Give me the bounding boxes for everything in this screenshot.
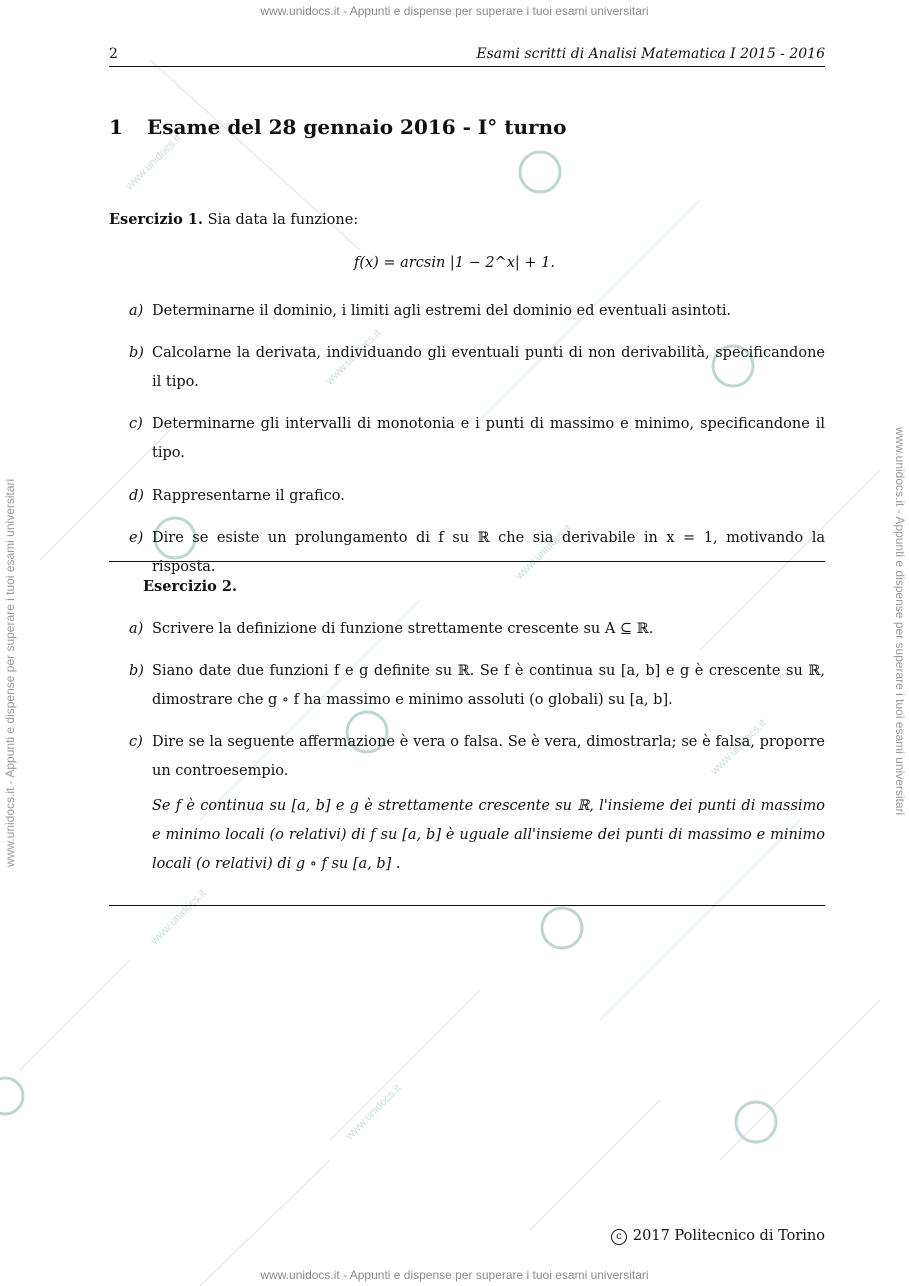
- item-label: a): [129, 621, 144, 637]
- exercise2-item-c: [109, 728, 825, 786]
- page-number: 2: [109, 46, 118, 62]
- footer: [611, 1228, 825, 1245]
- exercise1-item-c: [109, 410, 825, 468]
- watermark-top: www.unidocs.it - Appunti e dispense per superare i tuoi esami universitari: [260, 4, 649, 18]
- exercise1-item-a: [109, 297, 825, 326]
- exercise1-intro: [109, 205, 358, 235]
- footer-text: 2017 Politecnico di Torino: [632, 1228, 825, 1244]
- exercise1-intro-text: Sia data la funzione:: [207, 212, 359, 228]
- svg-text:www.unidocs.it: www.unidocs.it: [148, 887, 209, 948]
- svg-text:www.unidocs.it: www.unidocs.it: [343, 1082, 404, 1143]
- watermark-right: www.unidocs.it - Appunti e dispense per superare i tuoi esami universitari: [893, 427, 907, 816]
- svg-text:www.unidocs.it: www.unidocs.it: [323, 327, 384, 388]
- item-label: b): [129, 663, 144, 679]
- item-text: Scrivere la definizione di funzione strettamente crescente su A ⊆ ℝ.: [152, 621, 654, 637]
- item-text: Determinarne gli intervalli di monotonia e i punti di massimo e minimo, specificandone il tipo.: [152, 416, 825, 461]
- item-label: c): [129, 416, 143, 432]
- item-text: Dire se la seguente affermazione è vera o falsa. Se è vera, dimostrarla; se è falsa, proporre un controesempio.: [152, 734, 825, 779]
- item-label: a): [129, 303, 144, 319]
- section-title: [109, 115, 566, 139]
- watermark-left: www.unidocs.it - Appunti e dispense per superare i tuoi esami universitari: [3, 478, 17, 867]
- item-text: Rappresentarne il grafico.: [152, 488, 345, 504]
- exercise1-formula: f(x) = arcsin |1 − 2^x| + 1.: [353, 255, 556, 271]
- running-title: Esami scritti di Analisi Matematica I 2015 - 2016: [476, 46, 825, 62]
- item-text: Calcolarne la derivata, individuando gli eventuali punti di non derivabilità, specificandone il tipo.: [152, 345, 825, 390]
- exercise2-item-a: [109, 615, 825, 644]
- exercise1-item-b: [109, 339, 825, 397]
- item-text: Siano date due funzioni f e g definite su ℝ. Se f è continua su [a, b] e g è crescente su ℝ, dimostrare che g ∘ f ha massimo e minimo assoluti (o globali) su [a, b].: [152, 663, 825, 708]
- item-label: c): [129, 734, 143, 750]
- item-label: b): [129, 345, 144, 361]
- section-number: 1: [109, 115, 123, 139]
- exercise1-item-d: [109, 482, 825, 511]
- exercise2-item-b: [109, 657, 825, 715]
- svg-text:www.unidocs.it: www.unidocs.it: [123, 132, 184, 193]
- watermark-bottom: www.unidocs.it - Appunti e dispense per superare i tuoi esami universitari: [260, 1268, 649, 1282]
- item-label: e): [129, 530, 144, 546]
- exercise1-label: Esercizio 1.: [109, 211, 204, 228]
- section-heading: Esame del 28 gennaio 2016 - I° turno: [147, 115, 567, 139]
- svg-text:www.unidocs.it: www.unidocs.it: [708, 717, 769, 778]
- statement-text: Se f è continua su [a, b] e g è strettamente crescente su ℝ, l'insieme dei punti di massimo e minimo locali (o relativi) di f su [a, b] è uguale all'insieme dei punti di massimo e minimo locali (o relativi) di g ∘ f su [a, b] .: [152, 798, 825, 872]
- item-text: Dire se esiste un prolungamento di f su ℝ che sia derivabile in x = 1, motivando la risposta.: [152, 530, 825, 575]
- running-head: [109, 44, 825, 67]
- exercise2-statement: [109, 792, 825, 879]
- item-label: d): [129, 488, 144, 504]
- divider: [109, 905, 825, 906]
- divider: [109, 561, 825, 562]
- copyright-icon: c: [611, 1229, 627, 1245]
- svg-text:www.unidocs.it: www.unidocs.it: [513, 522, 574, 583]
- item-text: Determinarne il dominio, i limiti agli estremi del dominio ed eventuali asintoti.: [152, 303, 732, 319]
- exercise2-label: Esercizio 2.: [143, 578, 238, 595]
